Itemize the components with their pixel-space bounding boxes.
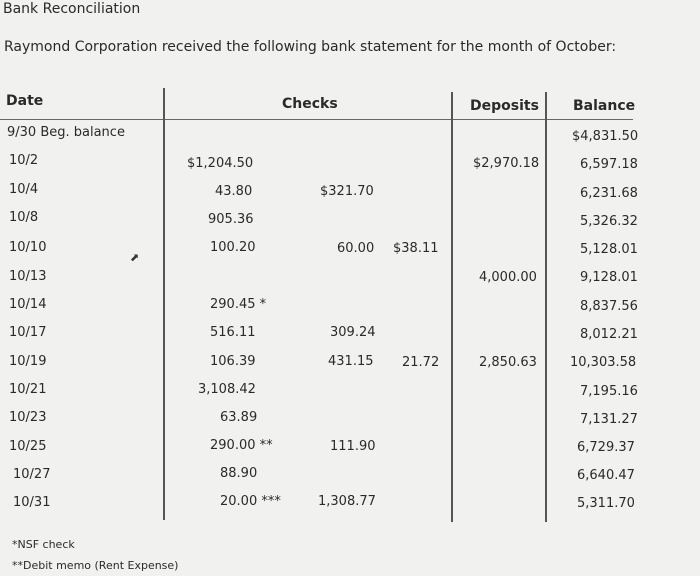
cell-balance: 5,128.01 [580, 242, 638, 257]
cell-date: 10/17 [9, 325, 47, 340]
cell-balance: 8,837.56 [580, 299, 638, 314]
cell-balance: 8,012.21 [580, 327, 638, 342]
cell-check: 60.00 [337, 241, 375, 256]
cell-check: 290.45 * [210, 297, 267, 312]
cell-balance: 6,729.37 [577, 440, 635, 455]
cell-check: 88.90 [220, 466, 258, 481]
cell-date: 10/8 [9, 210, 39, 225]
cell-check: $1,204.50 [187, 156, 254, 171]
header-underline [0, 119, 633, 120]
cell-check: 309.24 [330, 325, 376, 340]
cell-balance: 9,128.01 [580, 270, 638, 285]
cell-date: 10/13 [9, 269, 47, 284]
cell-date: 10/25 [9, 439, 47, 454]
cell-check: 106.39 [210, 354, 256, 369]
cell-check: $38.11 [393, 241, 439, 256]
cell-check: 21.72 [402, 355, 440, 370]
header-deposits: Deposits [470, 98, 539, 114]
cell-check: 516.11 [210, 325, 256, 340]
intro-text: Raymond Corporation received the following bank statement for the month of October: [4, 39, 617, 55]
cell-balance: 7,131.27 [580, 412, 638, 427]
cell-deposit: 2,850.63 [479, 355, 537, 370]
cell-date: 10/10 [9, 240, 47, 255]
cell-balance: 7,195.16 [580, 384, 638, 399]
footnote-debit-memo: **Debit memo (Rent Expense) [12, 559, 179, 572]
cell-check: 431.15 [328, 354, 374, 369]
column-divider-deposits [545, 92, 547, 522]
cell-check: 20.00 *** [220, 494, 281, 509]
cell-check: 111.90 [330, 439, 376, 454]
cell-check: 100.20 [210, 240, 256, 255]
cell-balance: 6,231.68 [580, 186, 638, 201]
cell-date: 10/4 [9, 182, 39, 197]
cell-date: 10/14 [9, 297, 47, 312]
cell-date: 10/23 [9, 410, 47, 425]
cell-check: 290.00 ** [210, 438, 273, 453]
cell-deposit: 4,000.00 [479, 270, 537, 285]
page-title: Bank Reconciliation [3, 1, 141, 17]
cell-date: 10/19 [9, 354, 47, 369]
footnote-nsf: *NSF check [12, 538, 75, 551]
header-checks: Checks [282, 96, 338, 112]
cell-balance: $4,831.50 [572, 129, 639, 144]
cell-balance: 6,597.18 [580, 157, 638, 172]
cell-date: 10/27 [13, 467, 51, 482]
cell-check: 63.89 [220, 410, 258, 425]
cell-check: 3,108.42 [198, 382, 256, 397]
cell-balance: 6,640.47 [577, 468, 635, 483]
cell-balance: 5,311.70 [577, 496, 635, 511]
cell-check: $321.70 [320, 184, 374, 199]
cell-balance: 10,303.58 [570, 355, 637, 370]
cell-date: 10/2 [9, 153, 39, 168]
cell-check: 1,308.77 [318, 494, 376, 509]
cell-deposit: $2,970.18 [473, 156, 540, 171]
cell-balance: 5,326.32 [580, 214, 638, 229]
cell-check: 905.36 [208, 212, 254, 227]
cell-date: 10/21 [9, 382, 47, 397]
header-balance: Balance [573, 98, 636, 114]
column-divider-checks [451, 92, 453, 522]
column-divider-date [163, 88, 165, 520]
cursor-pointer-icon: ⬈ [130, 251, 140, 264]
cell-date: 10/31 [13, 495, 51, 510]
cell-date: 9/30 Beg. balance [7, 125, 125, 140]
cell-check: 43.80 [215, 184, 253, 199]
header-date: Date [6, 93, 44, 109]
